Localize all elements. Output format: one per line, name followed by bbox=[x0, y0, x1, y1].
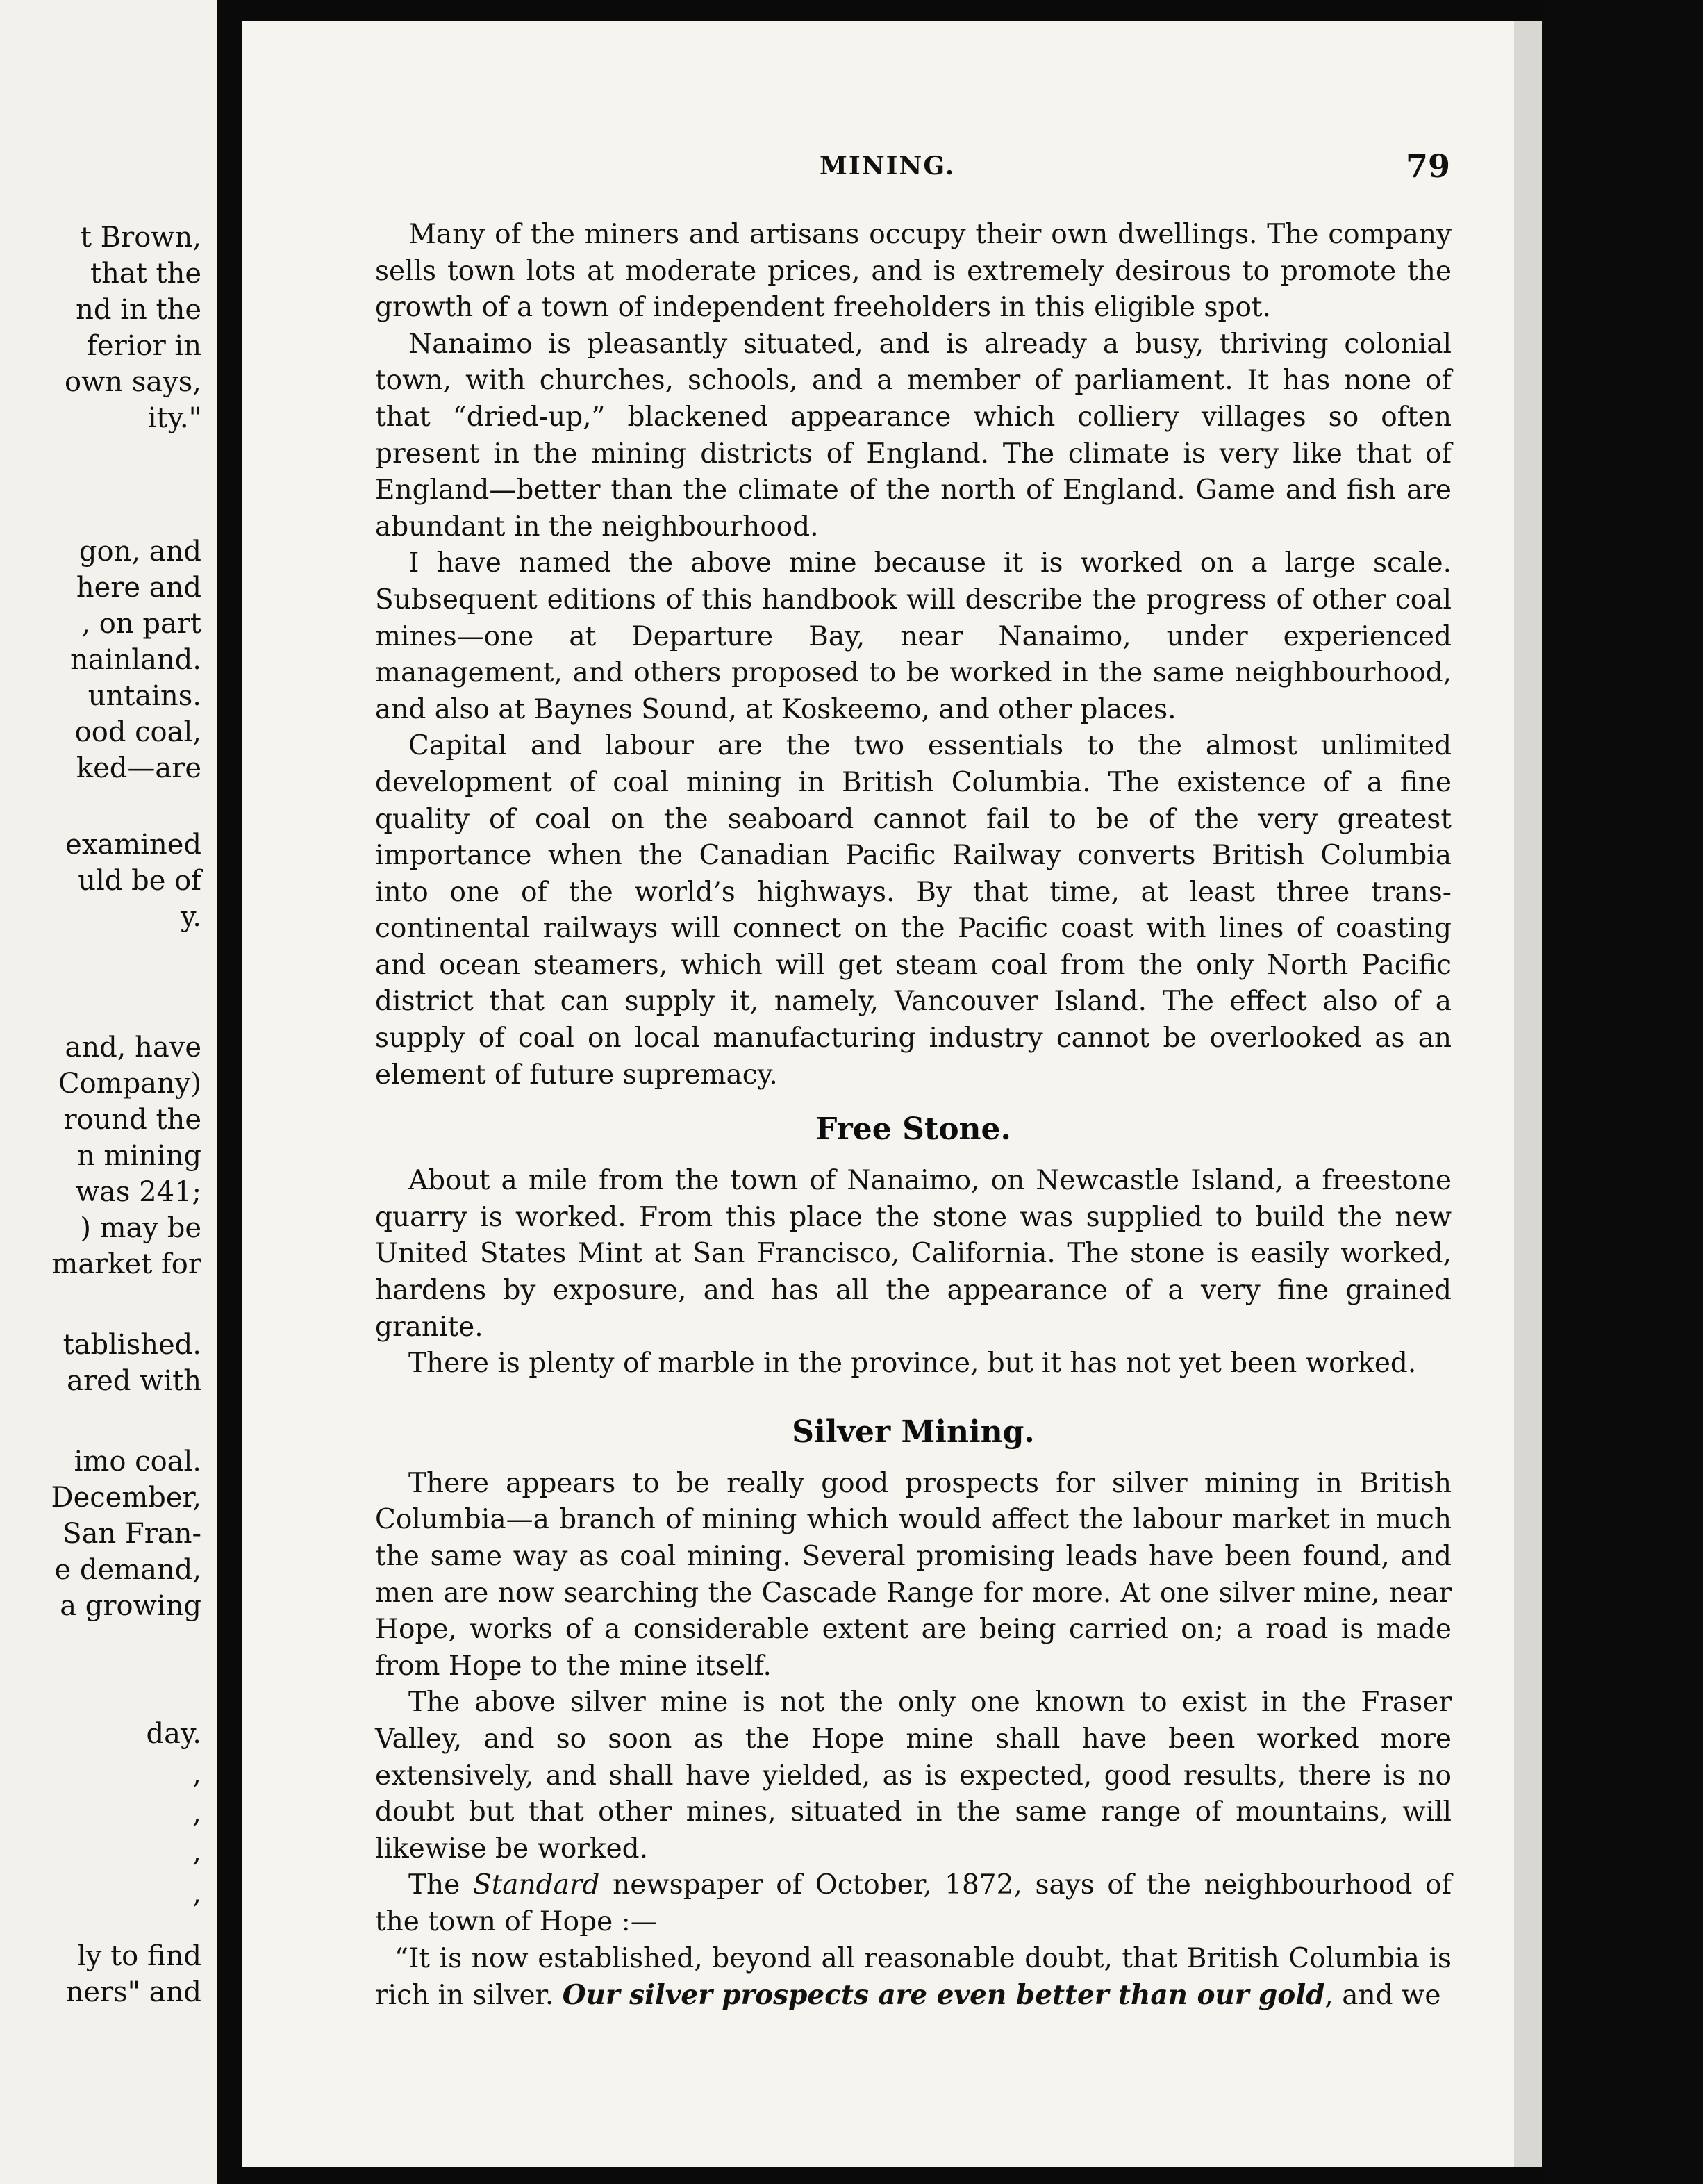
left-page-line: e demand, bbox=[54, 1554, 201, 1586]
left-page-line: Company) bbox=[58, 1068, 201, 1100]
left-page-line: market for bbox=[51, 1248, 201, 1280]
text-run: newspaper of October, 1872, says of the neighbourhood of the town of Hope :— bbox=[375, 1869, 1452, 1937]
left-page-line: nainland. bbox=[70, 644, 201, 676]
left-page-line: ners" and bbox=[65, 1976, 201, 2008]
paragraph: Capital and labour are the two essentials to the almost unlimited development of coal mining in British Columbia. The existence of a fine quality of coal on the seaboard cannot fail to be of the very greatest importance when the Canadian Pacific Railway converts British Columbia into one of the world’s highways. By that time, at least three trans-continental railways will connect on the Pacific coast with lines of coasting and ocean steamers, which will get steam coal from the only North Pacific district that can supply it, namely, Vancouver Island. The effect also of a supply of coal on local manufacturing industry cannot be overlooked as an element of future supremacy. bbox=[375, 730, 1452, 1091]
left-page-line: uld be of bbox=[78, 865, 201, 897]
left-page-line: tablished. bbox=[63, 1329, 201, 1361]
left-page-line: ity." bbox=[147, 402, 201, 434]
left-page-fragment bbox=[0, 0, 217, 2184]
left-page-line: December, bbox=[51, 1482, 201, 1514]
text-run: , and we bbox=[1324, 1980, 1441, 2012]
left-page-line: , bbox=[192, 1758, 201, 1790]
paragraph: Many of the miners and artisans occupy their own dwellings. The company sells town lots at moderate prices, and is extremely desirous to promote the growth of a town of independent freeholders in this eligible spot. bbox=[375, 219, 1452, 324]
left-page-line: n mining bbox=[76, 1140, 201, 1172]
paragraph: The above silver mine is not the only one known to exist in the Fraser Valley, and so soon as the Hope mine shall have been worked more extensively, and shall have yielded, as is expected, good results, there is no doubt but that other mines, situated in the same range of mountains, will likewise be worked. bbox=[375, 1687, 1452, 1864]
emphasis: Our silver prospects are even better than our gold bbox=[562, 1979, 1325, 2012]
running-header: MINING. bbox=[820, 151, 956, 181]
paragraph: I have named the above mine because it is worked on a large scale. Subsequent editions of this handbook will describe the progress of other coal mines—one at Departure Bay, near Nanaimo, under experienced management, and others proposed to be worked in the same neighbourhood, and also at Baynes Sound, at Koskeemo, and other places. bbox=[375, 547, 1452, 725]
text-run: “It is now established, beyond all reasonable doubt, that British Columbia is rich in silver. bbox=[375, 1942, 1452, 2012]
left-page-line: a growing bbox=[60, 1590, 201, 1622]
left-page-line: untains. bbox=[88, 680, 201, 712]
page-body bbox=[375, 217, 1452, 2015]
page-edge bbox=[1514, 21, 1542, 2167]
left-page-line: here and bbox=[76, 572, 201, 604]
section-heading-silver-mining: Silver Mining. bbox=[792, 1414, 1035, 1450]
left-page-line: y. bbox=[181, 901, 201, 933]
text-run: The bbox=[408, 1869, 473, 1901]
paragraph-standard-newspaper bbox=[375, 1867, 1452, 1940]
paragraph: There is plenty of marble in the province, but it has not yet been worked. bbox=[408, 1348, 1417, 1380]
left-page-line: gon, and bbox=[78, 536, 201, 568]
left-page-line: ferior in bbox=[87, 330, 201, 362]
left-page-line: nd in the bbox=[76, 294, 201, 326]
quotation bbox=[375, 1941, 1452, 2015]
left-page-line: that the bbox=[90, 258, 201, 290]
book-gutter bbox=[217, 0, 242, 2184]
left-page-line: ked—are bbox=[76, 752, 201, 784]
paragraph: About a mile from the town of Nanaimo, on Newcastle Island, a freestone quarry is worked. From this place the stone was supplied to build the new United States Mint at San Francisco, California. The stone is easily worked, hardens by exposure, and has all the appearance of a very fine grained granite. bbox=[375, 1165, 1452, 1343]
left-page-line: t Brown, bbox=[80, 222, 201, 254]
left-page-line: was 241; bbox=[75, 1176, 201, 1208]
left-page-line: and, have bbox=[65, 1032, 201, 1064]
background-right bbox=[1542, 0, 1703, 2184]
left-page-line: , bbox=[192, 1836, 201, 1868]
section-heading-free-stone: Free Stone. bbox=[815, 1111, 1011, 1148]
paragraph: There appears to be really good prospects for silver mining in British Columbia—a branch of mining which would affect the labour market in much the same way as coal mining. Several promising leads have been found, and men are now searching the Cascade Range for more. At one silver mine, near Hope, works of a considerable extent are being carried on; a road is made from Hope to the mine itself. bbox=[375, 1467, 1452, 1682]
left-page-line: , bbox=[192, 1878, 201, 1910]
left-page-line: imo coal. bbox=[74, 1446, 201, 1478]
left-page-line: examined bbox=[65, 829, 201, 861]
left-page-line: ared with bbox=[67, 1365, 201, 1397]
left-page-line: ly to find bbox=[76, 1940, 201, 1972]
left-page-line: , on part bbox=[81, 608, 201, 640]
left-page-line: ood coal, bbox=[74, 716, 201, 748]
left-page-line: own says, bbox=[64, 366, 201, 398]
left-page-line: , bbox=[192, 1797, 201, 1829]
page-number: 79 bbox=[1406, 147, 1451, 185]
left-page-line: San Fran- bbox=[63, 1518, 201, 1550]
paragraph: Nanaimo is pleasantly situated, and is already a busy, thriving colonial town, with churches, schools, and a member of parliament. It has none of that “dried-up,” blackened appearance which colliery villages so often present in the mining districts of England. The climate is very like that of England—better than the climate of the north of England. Game and fish are abundant in the neighbourhood. bbox=[375, 328, 1452, 543]
left-page-line: day. bbox=[146, 1718, 201, 1750]
left-page-line: ) may be bbox=[80, 1212, 201, 1244]
left-page-line: round the bbox=[63, 1104, 201, 1136]
newspaper-name: Standard bbox=[472, 1869, 600, 1901]
